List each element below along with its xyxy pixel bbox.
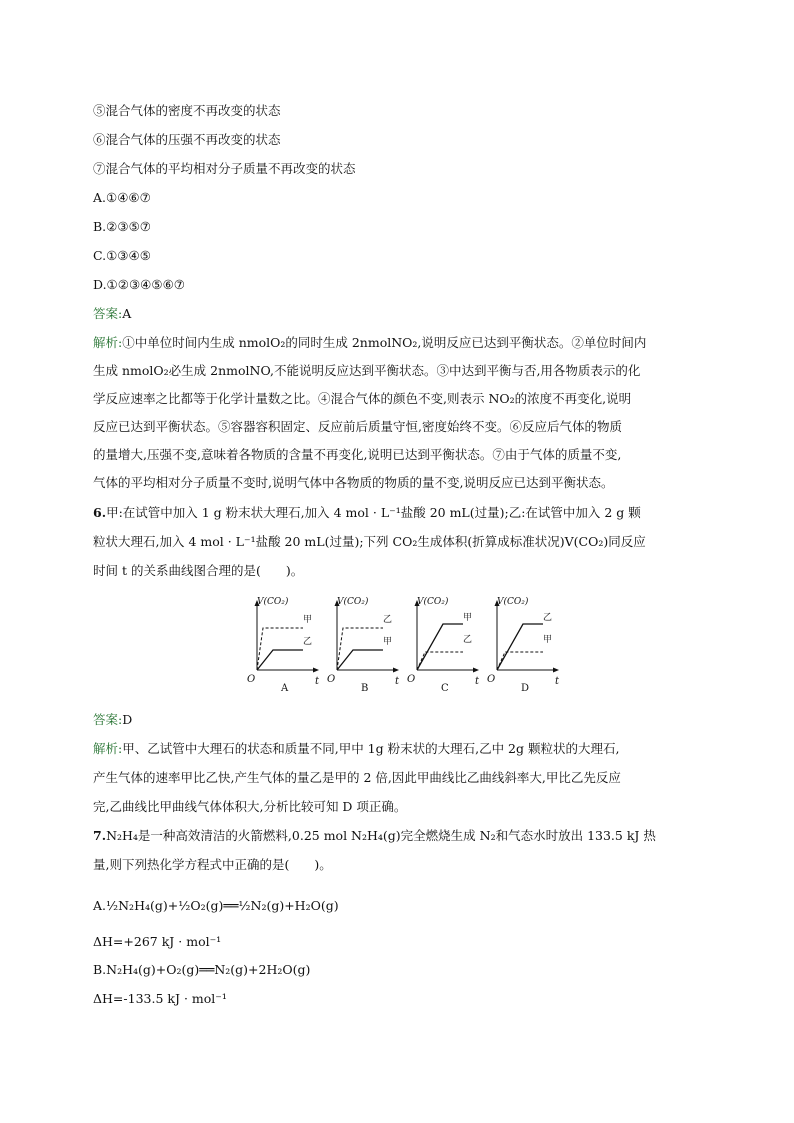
option-a-enthalpy: ΔH=+267 kJ · mol⁻¹: [93, 934, 222, 949]
series-dashed-curve: [497, 652, 543, 670]
origin-label: O: [327, 674, 336, 685]
question-7-line-1: [93, 828, 656, 844]
option-b-enthalpy: ΔH=-133.5 kJ · mol⁻¹: [93, 991, 227, 1006]
series-label-bottom: 乙: [463, 635, 473, 645]
y-axis-label: V(CO₂): [497, 597, 529, 607]
question-6-line-2: 粒状大理石,加入 4 mol · L⁻¹盐酸 20 mL(过量);下列 CO₂生成体积(折算成标准状况)V(CO₂)同反应: [93, 534, 646, 549]
choice-c: C.①③④⑤: [93, 248, 151, 263]
option-5: ⑤混合气体的密度不再改变的状态: [93, 103, 281, 118]
graph-a-svg: [245, 592, 323, 692]
question-6-line-3: 时间 t 的关系曲线图合理的是( )。: [93, 563, 304, 578]
answer-q6: [93, 712, 132, 728]
option-b-equation: B.N₂H₄(g)+O₂(g)══N₂(g)+2H₂O(g): [93, 962, 311, 977]
origin-label: O: [487, 674, 496, 685]
origin-label: O: [407, 674, 416, 685]
explanation-q5-line-3: 学反应速率之比都等于化学计量数之比。④混合气体的颜色不变,则表示 NO₂的浓度不再变化,说明: [93, 391, 632, 406]
y-axis-label: V(CO₂): [257, 597, 289, 607]
choice-d: D.①②③④⑤⑥⑦: [93, 277, 185, 292]
x-axis-label: t: [555, 676, 560, 687]
answer-label: 答案:: [93, 306, 123, 321]
series-label-bottom: 甲: [543, 635, 553, 645]
choice-a: A.①④⑥⑦: [93, 190, 151, 205]
graph-label: C: [441, 683, 449, 692]
question-number: 7.: [93, 828, 107, 843]
question-7-line-2: 量,则下列热化学方程式中正确的是( )。: [93, 857, 332, 872]
series-label-top: 乙: [383, 615, 393, 625]
y-axis-label: V(CO₂): [337, 597, 369, 607]
explanation-q5-line-6: 气体的平均相对分子质量不变时,说明气体中各物质的物质的量不变,说明反应已达到平衡状态。: [93, 475, 614, 490]
explanation-q5-line-4: 反应已达到平衡状态。⑤容器容积固定、反应前后质量守恒,密度始终不变。⑥反应后气体的物质: [93, 419, 622, 434]
graph-d-svg: [485, 592, 563, 692]
series-solid-curve: [417, 624, 463, 670]
answer-value: D: [122, 712, 133, 727]
explanation-q5-line-5: 的量增大,压强不变,意味着各物质的含量不再变化,说明已达到平衡状态。⑦由于气体的质量不变,: [93, 447, 622, 462]
answer-q5: [93, 306, 131, 322]
option-7: ⑦混合气体的平均相对分子质量不再改变的状态: [93, 161, 356, 176]
series-label-bottom: 乙: [303, 637, 313, 647]
series-dashed-curve: [337, 628, 383, 670]
graph-label: A: [281, 683, 289, 692]
graph-a: [245, 592, 323, 692]
explanation-q6-line-1: [93, 741, 619, 757]
explanation-q6-line-3: 完,乙曲线比甲曲线气体体积大,分析比较可知 D 项正确。: [93, 799, 407, 814]
series-dashed-curve: [417, 652, 463, 670]
graph-label: B: [361, 683, 369, 692]
explanation-label: 解析:: [93, 335, 123, 350]
series-label-bottom: 甲: [383, 637, 393, 647]
origin-label: O: [247, 674, 256, 685]
graph-d: [485, 592, 563, 692]
series-label-top: 甲: [303, 615, 313, 625]
series-dashed-curve: [257, 628, 303, 670]
question-number: 6.: [93, 505, 107, 520]
series-label-top: 甲: [463, 613, 473, 623]
explanation-text: ①中单位时间内生成 nmolO₂的同时生成 2nmolNO₂,说明反应已达到平衡状态。②单位时间内: [122, 335, 647, 350]
x-axis-arrow: [553, 668, 559, 673]
series-label-top: 乙: [543, 613, 553, 623]
graph-c-svg: [405, 592, 483, 692]
choice-b: B.②③⑤⑦: [93, 219, 151, 234]
question-text: N₂H₄是一种高效清洁的火箭燃料,0.25 mol N₂H₄(g)完全燃烧生成 N₂和气态水时放出 133.5 kJ 热: [106, 828, 656, 843]
series-solid-curve: [257, 650, 303, 670]
explanation-q5-line-1: [93, 335, 646, 351]
graph-label: D: [521, 683, 530, 692]
y-axis-label: V(CO₂): [417, 597, 449, 607]
x-axis-arrow: [473, 668, 479, 673]
x-axis-label: t: [475, 676, 480, 687]
explanation-q6-line-2: 产生气体的速率甲比乙快,产生气体的量乙是甲的 2 倍,因此甲曲线比乙曲线斜率大,甲比乙先反应: [93, 770, 621, 785]
x-axis-label: t: [395, 676, 400, 687]
series-solid-curve: [497, 624, 543, 670]
x-axis-arrow: [393, 668, 399, 673]
explanation-text: 甲、乙试管中大理石的状态和质量不同,甲中 1g 粉末状的大理石,乙中 2g 颗粒状的大理石,: [122, 741, 620, 756]
question-text: 甲:在试管中加入 1 g 粉末状大理石,加入 4 mol · L⁻¹盐酸 20 mL(过量);乙:在试管中加入 2 g 颗: [106, 505, 641, 520]
graph-b: [325, 592, 403, 692]
explanation-q5-line-2: 生成 nmolO₂必生成 2nmolNO,不能说明反应达到平衡状态。③中达到平衡与否,用各物质表示的化: [93, 363, 641, 378]
explanation-label: 解析:: [93, 741, 123, 756]
answer-value: A: [122, 306, 132, 321]
question-6-line-1: [93, 505, 641, 521]
x-axis-arrow: [313, 668, 319, 673]
series-solid-curve: [337, 650, 383, 670]
graph-c: [405, 592, 483, 692]
option-a-equation: A.½N₂H₄(g)+½O₂(g)══½N₂(g)+H₂O(g): [93, 898, 339, 913]
graph-b-svg: [325, 592, 403, 692]
x-axis-label: t: [315, 676, 320, 687]
option-6: ⑥混合气体的压强不再改变的状态: [93, 132, 281, 147]
answer-label: 答案:: [93, 712, 123, 727]
